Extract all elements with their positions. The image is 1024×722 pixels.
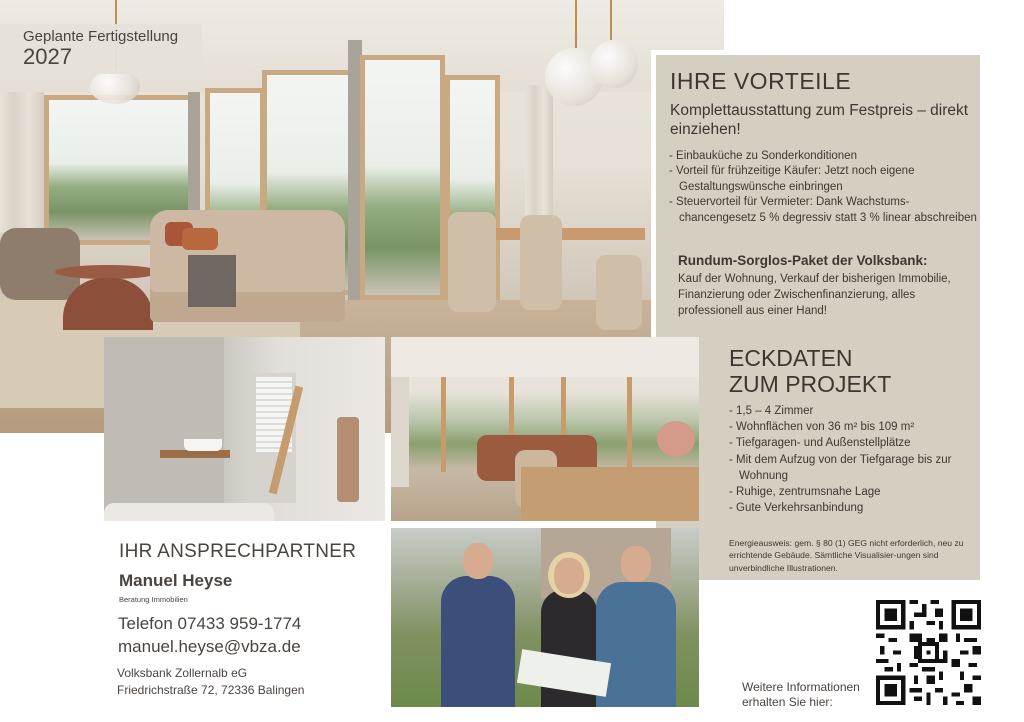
info-panel <box>651 50 985 585</box>
vorteile-subtitle: Komplettausstattung zum Festpreis – direkt einziehen! <box>670 102 969 138</box>
contact-name: Manuel Heyse <box>119 571 233 590</box>
energy-note: Energieausweis: gem. § 80 (1) GEG nicht erforderlich, neu zu errichtende Gebäude. Sämtliche Visualisier-ungen sind unverbindliche Illustrationen. <box>729 538 964 573</box>
lounge-image <box>391 337 699 521</box>
contact-bank: Volksbank Zollernalb eG <box>117 666 248 680</box>
vorteile-list <box>669 149 981 226</box>
qr-caption-line2: erhalten Sie hier: <box>742 695 833 709</box>
contact-email[interactable]: manuel.heyse@vbza.de <box>118 637 301 656</box>
advisors-photo <box>391 528 699 707</box>
contact-address: Friedrichstraße 72, 72336 Balingen <box>117 683 305 697</box>
qr-code[interactable] <box>876 600 981 705</box>
completion-badge <box>0 24 202 74</box>
completion-year: 2027 <box>23 44 72 69</box>
list-item: - Ruhige, zentrumsnahe Lage <box>729 484 979 500</box>
contact-heading: IHR ANSPRECHPARTNER <box>119 541 357 562</box>
list-item: - Vorteil für frühzeitige Käufer: Jetzt noch eigene Gestaltungswünsche einbringen <box>669 164 981 195</box>
contact-role: Beratung Immobilien <box>119 595 188 604</box>
eckdaten-title <box>729 345 891 397</box>
bathroom-image <box>104 337 385 521</box>
list-item: - Gute Verkehrsanbindung <box>729 500 979 516</box>
list-item: - Wohnflächen von 36 m² bis 109 m² <box>729 419 979 435</box>
eckdaten-title-line2: ZUM PROJEKT <box>729 371 892 397</box>
qr-caption <box>742 680 860 710</box>
eckdaten-title-line1: ECKDATEN <box>729 345 853 371</box>
list-item: - Tiefgaragen- und Außenstellplätze <box>729 435 979 451</box>
contact-phone[interactable]: Telefon 07433 959-1774 <box>118 614 302 633</box>
completion-label: Geplante Fertigstellung <box>23 28 179 45</box>
qr-caption-line1: Weitere Informationen <box>742 680 860 694</box>
package-text: Kauf der Wohnung, Verkauf der bisherigen Immobilie, Finanzierung oder Zwischenfinanzierung, alles professionell aus einer Hand! <box>678 273 951 317</box>
list-item: - Mit dem Aufzug von der Tiefgarage bis zur Wohnung <box>729 452 979 484</box>
list-item: - Steuervorteil für Vermieter: Dank Wachstums-chancengesetz 5 % degressiv statt 3 % linear abschreiben <box>669 195 981 226</box>
list-item: - Einbauküche zu Sonderkonditionen <box>669 149 981 164</box>
list-item: - 1,5 – 4 Zimmer <box>729 403 979 419</box>
vorteile-title: IHRE VORTEILE <box>670 68 852 94</box>
package-title: Rundum-Sorglos-Paket der Volksbank: <box>678 253 928 268</box>
eckdaten-list <box>729 403 979 516</box>
